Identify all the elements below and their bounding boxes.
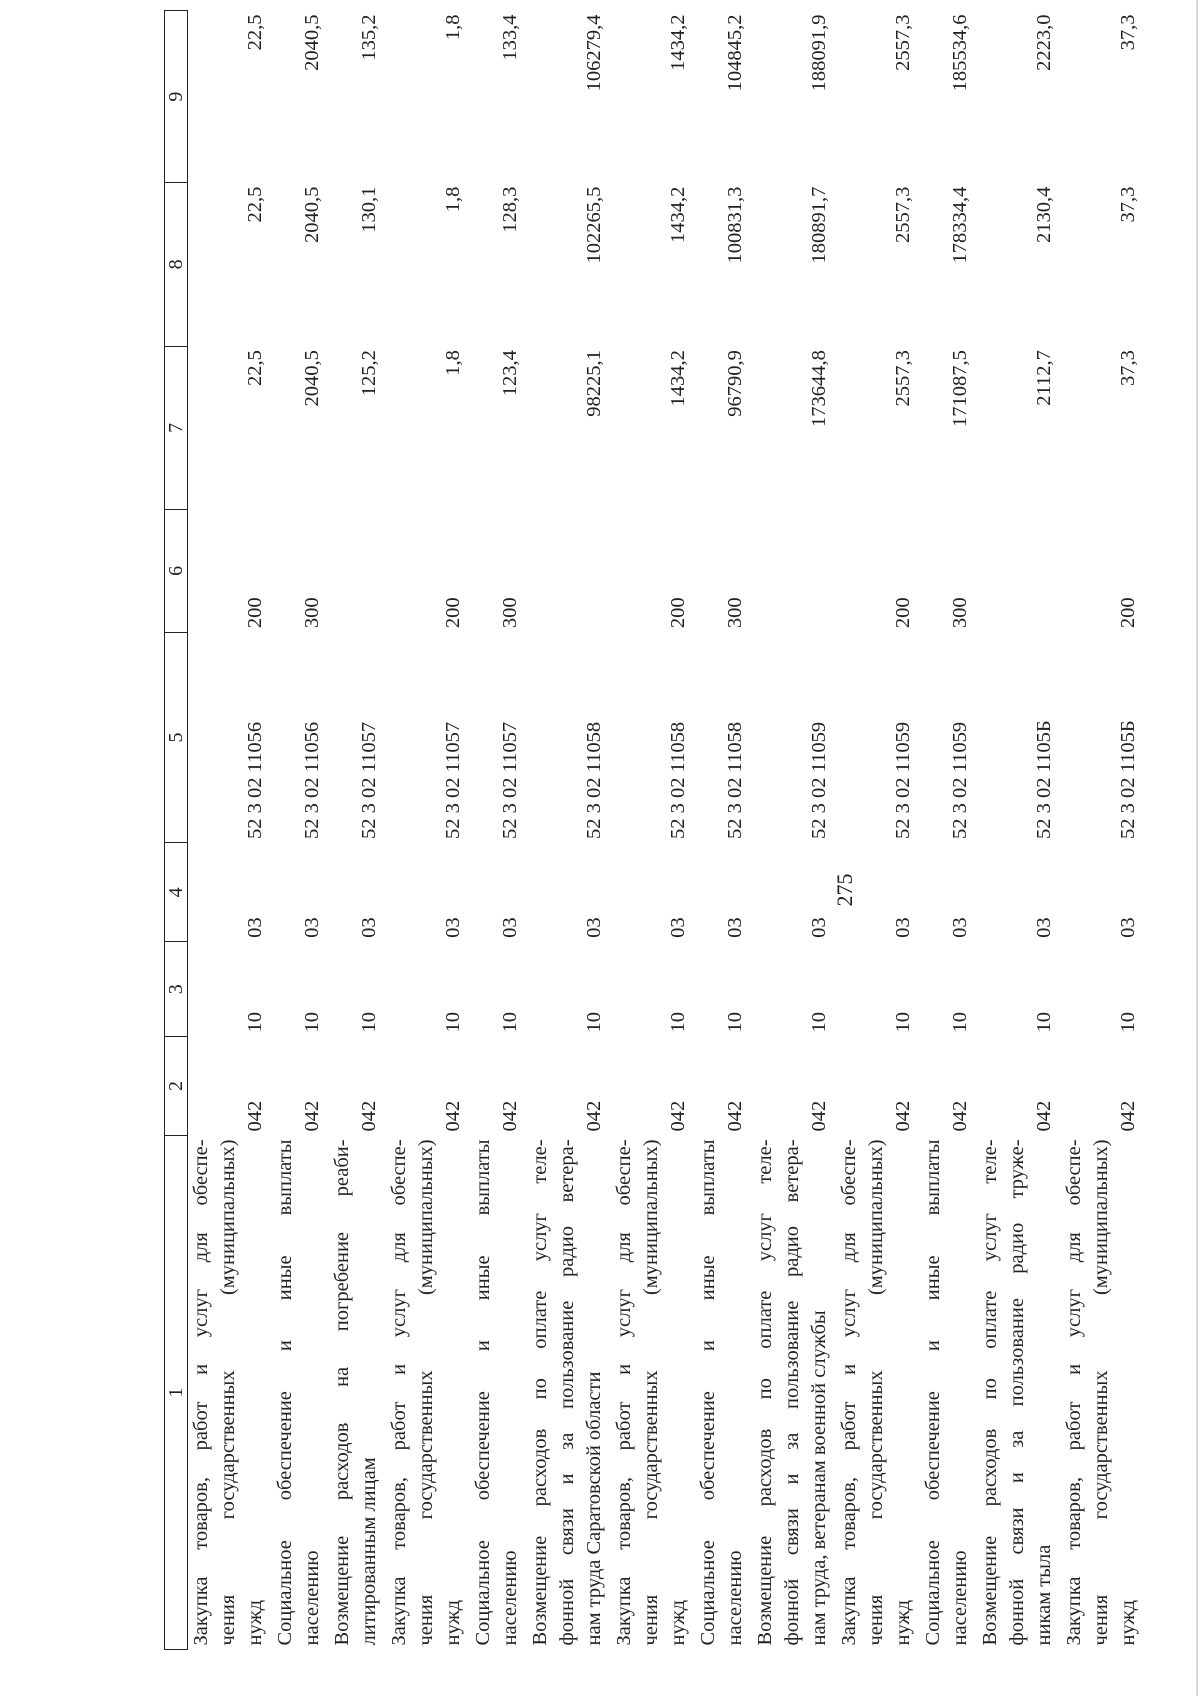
description-line: Закупка товаров, работ и услуг для обеспе- bbox=[1063, 1139, 1085, 1646]
amount-col9: 22,5 bbox=[244, 14, 266, 51]
amount-col8: 2130,4 bbox=[1033, 186, 1055, 243]
table-row bbox=[695, 11, 752, 1650]
row-description bbox=[752, 1135, 836, 1649]
target-article-code: 52 3 02 11059 bbox=[808, 721, 830, 839]
ministry-code: 042 bbox=[499, 1100, 521, 1132]
target-article-code: 52 3 02 11057 bbox=[499, 721, 521, 839]
amount-col9: 104845,2 bbox=[724, 14, 746, 92]
expense-type-code: 300 bbox=[301, 597, 323, 629]
description-line: чения государственных (муниципальных) bbox=[865, 1139, 887, 1646]
section-code: 10 bbox=[667, 1012, 689, 1033]
ministry-code: 042 bbox=[301, 1100, 323, 1132]
expense-type-code: 300 bbox=[949, 597, 971, 629]
amount-col7: 173644,8 bbox=[808, 350, 830, 427]
row-description bbox=[329, 1135, 386, 1649]
ministry-code: 042 bbox=[442, 1100, 464, 1132]
table-row bbox=[1061, 11, 1145, 1650]
description-line: никам тыла bbox=[1033, 1544, 1055, 1646]
target-article-code: 52 3 02 11057 bbox=[358, 721, 380, 839]
amount-col7: 125,2 bbox=[358, 350, 380, 397]
amount-col9: 188091,9 bbox=[808, 14, 830, 92]
table-row bbox=[752, 11, 836, 1650]
row-description bbox=[920, 1135, 977, 1649]
section-code: 10 bbox=[1117, 1012, 1139, 1033]
amount-col7: 2040,5 bbox=[301, 350, 323, 407]
description-line: нужд bbox=[442, 1599, 464, 1646]
amount-col7: 96790,9 bbox=[724, 350, 746, 417]
subsection-code: 03 bbox=[724, 917, 746, 938]
amount-col8: 1434,2 bbox=[667, 186, 689, 243]
amount-col7: 2557,3 bbox=[892, 350, 914, 407]
target-article-code: 52 3 02 11056 bbox=[244, 721, 266, 839]
subsection-code: 03 bbox=[442, 917, 464, 938]
description-line: населению bbox=[724, 1550, 746, 1646]
expense-type-code bbox=[527, 510, 611, 633]
row-description bbox=[695, 1135, 752, 1649]
expense-type-code bbox=[329, 510, 386, 633]
description-line: Социальное обеспечение и иные выплаты bbox=[922, 1139, 944, 1646]
amount-col7: 37,3 bbox=[1117, 350, 1139, 386]
table-row bbox=[920, 11, 977, 1650]
subsection-code: 03 bbox=[1117, 917, 1139, 938]
amount-col8: 178334,4 bbox=[949, 186, 971, 264]
amount-col9: 2040,5 bbox=[301, 14, 323, 71]
target-article-code: 52 3 02 11058 bbox=[583, 721, 605, 839]
target-article-code: 52 3 02 1105Б bbox=[1033, 720, 1055, 839]
scan-edge-line bbox=[1196, 0, 1198, 1696]
description-line: чения государственных (муниципальных) bbox=[415, 1139, 437, 1646]
expense-type-code: 300 bbox=[499, 597, 521, 629]
amount-col9: 2557,3 bbox=[892, 14, 914, 71]
description-line: Закупка товаров, работ и услуг для обеспе- bbox=[613, 1139, 635, 1646]
amount-col7: 123,4 bbox=[499, 350, 521, 397]
description-line: фонной связи и за пользование радио ветера- bbox=[556, 1139, 578, 1646]
section-code: 10 bbox=[724, 1012, 746, 1033]
description-line: населению bbox=[949, 1550, 971, 1646]
expense-type-code: 200 bbox=[892, 597, 914, 629]
amount-col8: 180891,7 bbox=[808, 186, 830, 264]
row-description bbox=[386, 1135, 470, 1649]
section-code: 10 bbox=[583, 1012, 605, 1033]
column-header-5: 5 bbox=[165, 632, 188, 843]
amount-col7: 2112,7 bbox=[1033, 350, 1055, 406]
description-line: населению bbox=[499, 1550, 521, 1646]
table-row bbox=[386, 11, 470, 1650]
row-description bbox=[836, 1135, 920, 1649]
table-row bbox=[188, 11, 273, 1650]
ministry-code: 042 bbox=[724, 1100, 746, 1132]
amount-col9: 2223,0 bbox=[1033, 14, 1055, 71]
description-line: Социальное обеспечение и иные выплаты bbox=[697, 1139, 719, 1646]
table-row bbox=[527, 11, 611, 1650]
ministry-code: 042 bbox=[667, 1100, 689, 1132]
section-code: 10 bbox=[244, 1012, 266, 1033]
amount-col9: 106279,4 bbox=[583, 14, 605, 92]
expense-type-code: 200 bbox=[1117, 597, 1139, 629]
description-line: нам труда, ветеранам военной службы bbox=[808, 1310, 830, 1646]
section-code: 10 bbox=[949, 1012, 971, 1033]
rotated-content bbox=[84, 10, 1144, 1650]
ministry-code: 042 bbox=[949, 1100, 971, 1132]
subsection-code: 03 bbox=[499, 917, 521, 938]
subsection-code: 03 bbox=[358, 917, 380, 938]
target-article-code: 52 3 02 11056 bbox=[301, 721, 323, 839]
description-line: населению bbox=[301, 1550, 323, 1646]
section-code: 10 bbox=[892, 1012, 914, 1033]
amount-col8: 2040,5 bbox=[301, 186, 323, 243]
description-line: Социальное обеспечение и иные выплаты bbox=[472, 1139, 494, 1646]
target-article-code: 52 3 02 11059 bbox=[892, 721, 914, 839]
subsection-code: 03 bbox=[892, 917, 914, 938]
row-description bbox=[611, 1135, 695, 1649]
subsection-code: 03 bbox=[949, 917, 971, 938]
section-code: 10 bbox=[499, 1012, 521, 1033]
amount-col8: 22,5 bbox=[244, 186, 266, 223]
amount-col9: 135,2 bbox=[358, 14, 380, 61]
table-body bbox=[188, 11, 1146, 1650]
subsection-code: 03 bbox=[808, 917, 830, 938]
target-article-code: 52 3 02 11057 bbox=[442, 721, 464, 839]
ministry-code: 042 bbox=[583, 1100, 605, 1132]
description-line: Закупка товаров, работ и услуг для обеспе- bbox=[190, 1139, 212, 1646]
header-row bbox=[165, 11, 188, 1650]
row-description bbox=[977, 1135, 1061, 1649]
column-header-7: 7 bbox=[165, 346, 188, 509]
subsection-code: 03 bbox=[667, 917, 689, 938]
ministry-code: 042 bbox=[1117, 1100, 1139, 1132]
description-line: Возмещение расходов по оплате услуг теле- bbox=[754, 1139, 776, 1646]
expense-type-code: 200 bbox=[667, 597, 689, 629]
expense-type-code bbox=[752, 510, 836, 633]
section-code: 10 bbox=[442, 1012, 464, 1033]
description-line: Возмещение расходов по оплате услуг теле- bbox=[979, 1139, 1001, 1646]
subsection-code: 03 bbox=[583, 917, 605, 938]
description-line: чения государственных (муниципальных) bbox=[640, 1139, 662, 1646]
column-header-6: 6 bbox=[165, 510, 188, 633]
description-line: нужд bbox=[892, 1599, 914, 1646]
section-code: 10 bbox=[808, 1012, 830, 1033]
row-description bbox=[188, 1135, 273, 1649]
expense-type-code bbox=[977, 510, 1061, 633]
description-line: нам труда Саратовской области bbox=[583, 1371, 605, 1646]
amount-col8: 102265,5 bbox=[583, 186, 605, 264]
row-description bbox=[470, 1135, 527, 1649]
table-row bbox=[977, 11, 1061, 1650]
target-article-code: 52 3 02 1105Б bbox=[1117, 720, 1139, 839]
amount-col7: 1,8 bbox=[442, 350, 464, 376]
amount-col8: 100831,3 bbox=[724, 186, 746, 264]
ministry-code: 042 bbox=[892, 1100, 914, 1132]
target-article-code: 52 3 02 11059 bbox=[949, 721, 971, 839]
description-line: нужд bbox=[244, 1599, 266, 1646]
expense-type-code: 200 bbox=[442, 597, 464, 629]
budget-table bbox=[164, 10, 1145, 1650]
column-header-8: 8 bbox=[165, 183, 188, 346]
amount-col7: 171087,5 bbox=[949, 350, 971, 427]
ministry-code: 042 bbox=[808, 1100, 830, 1132]
table-row bbox=[470, 11, 527, 1650]
ministry-code: 042 bbox=[1033, 1100, 1055, 1132]
amount-col7: 98225,1 bbox=[583, 350, 605, 417]
amount-col8: 130,1 bbox=[358, 186, 380, 233]
column-header-2: 2 bbox=[165, 1037, 188, 1136]
amount-col9: 1,8 bbox=[442, 14, 464, 41]
amount-col9: 1434,2 bbox=[667, 14, 689, 71]
ministry-code: 042 bbox=[244, 1100, 266, 1132]
subsection-code: 03 bbox=[244, 917, 266, 938]
column-header-9: 9 bbox=[165, 11, 188, 183]
row-description bbox=[527, 1135, 611, 1649]
expense-type-code: 300 bbox=[724, 597, 746, 629]
amount-col8: 128,3 bbox=[499, 186, 521, 233]
description-line: Закупка товаров, работ и услуг для обеспе- bbox=[388, 1139, 410, 1646]
amount-col9: 185534,6 bbox=[949, 14, 971, 92]
table-row bbox=[272, 11, 329, 1650]
amount-col7: 1434,2 bbox=[667, 350, 689, 407]
description-line: Возмещение расходов на погребение реаби- bbox=[331, 1139, 353, 1646]
description-line: фонной связи и за пользование радио труже- bbox=[1006, 1139, 1028, 1646]
description-line: фонной связи и за пользование радио ветера- bbox=[781, 1139, 803, 1646]
amount-col9: 37,3 bbox=[1117, 14, 1139, 51]
amount-col9: 133,4 bbox=[499, 14, 521, 61]
description-line: нужд bbox=[667, 1599, 689, 1646]
amount-col8: 37,3 bbox=[1117, 186, 1139, 223]
amount-col7: 22,5 bbox=[244, 350, 266, 386]
table-row bbox=[329, 11, 386, 1650]
ministry-code: 042 bbox=[358, 1100, 380, 1132]
column-header-4: 4 bbox=[165, 843, 188, 942]
description-line: Возмещение расходов по оплате услуг теле- bbox=[529, 1139, 551, 1646]
description-line: Социальное обеспечение и иные выплаты bbox=[274, 1139, 296, 1646]
section-code: 10 bbox=[301, 1012, 323, 1033]
description-line: Закупка товаров, работ и услуг для обеспе- bbox=[838, 1139, 860, 1646]
table-row bbox=[611, 11, 695, 1650]
amount-col8: 2557,3 bbox=[892, 186, 914, 243]
description-line: чения государственных (муниципальных) bbox=[1090, 1139, 1112, 1646]
section-code: 10 bbox=[358, 1012, 380, 1033]
column-header-3: 3 bbox=[165, 942, 188, 1037]
target-article-code: 52 3 02 11058 bbox=[724, 721, 746, 839]
row-description bbox=[1061, 1135, 1145, 1649]
description-line: нужд bbox=[1117, 1599, 1139, 1646]
expense-type-code: 200 bbox=[244, 597, 266, 629]
subsection-code: 03 bbox=[1033, 917, 1055, 938]
row-description bbox=[272, 1135, 329, 1649]
column-header-1: 1 bbox=[165, 1135, 188, 1649]
subsection-code: 03 bbox=[301, 917, 323, 938]
section-code: 10 bbox=[1033, 1012, 1055, 1033]
target-article-code: 52 3 02 11058 bbox=[667, 721, 689, 839]
description-line: чения государственных (муниципальных) bbox=[217, 1139, 239, 1646]
table-header bbox=[165, 11, 188, 1650]
description-line: литированным лицам bbox=[358, 1457, 380, 1646]
amount-col8: 1,8 bbox=[442, 186, 464, 213]
page-number: 275 bbox=[832, 873, 857, 907]
table-row bbox=[836, 11, 920, 1650]
